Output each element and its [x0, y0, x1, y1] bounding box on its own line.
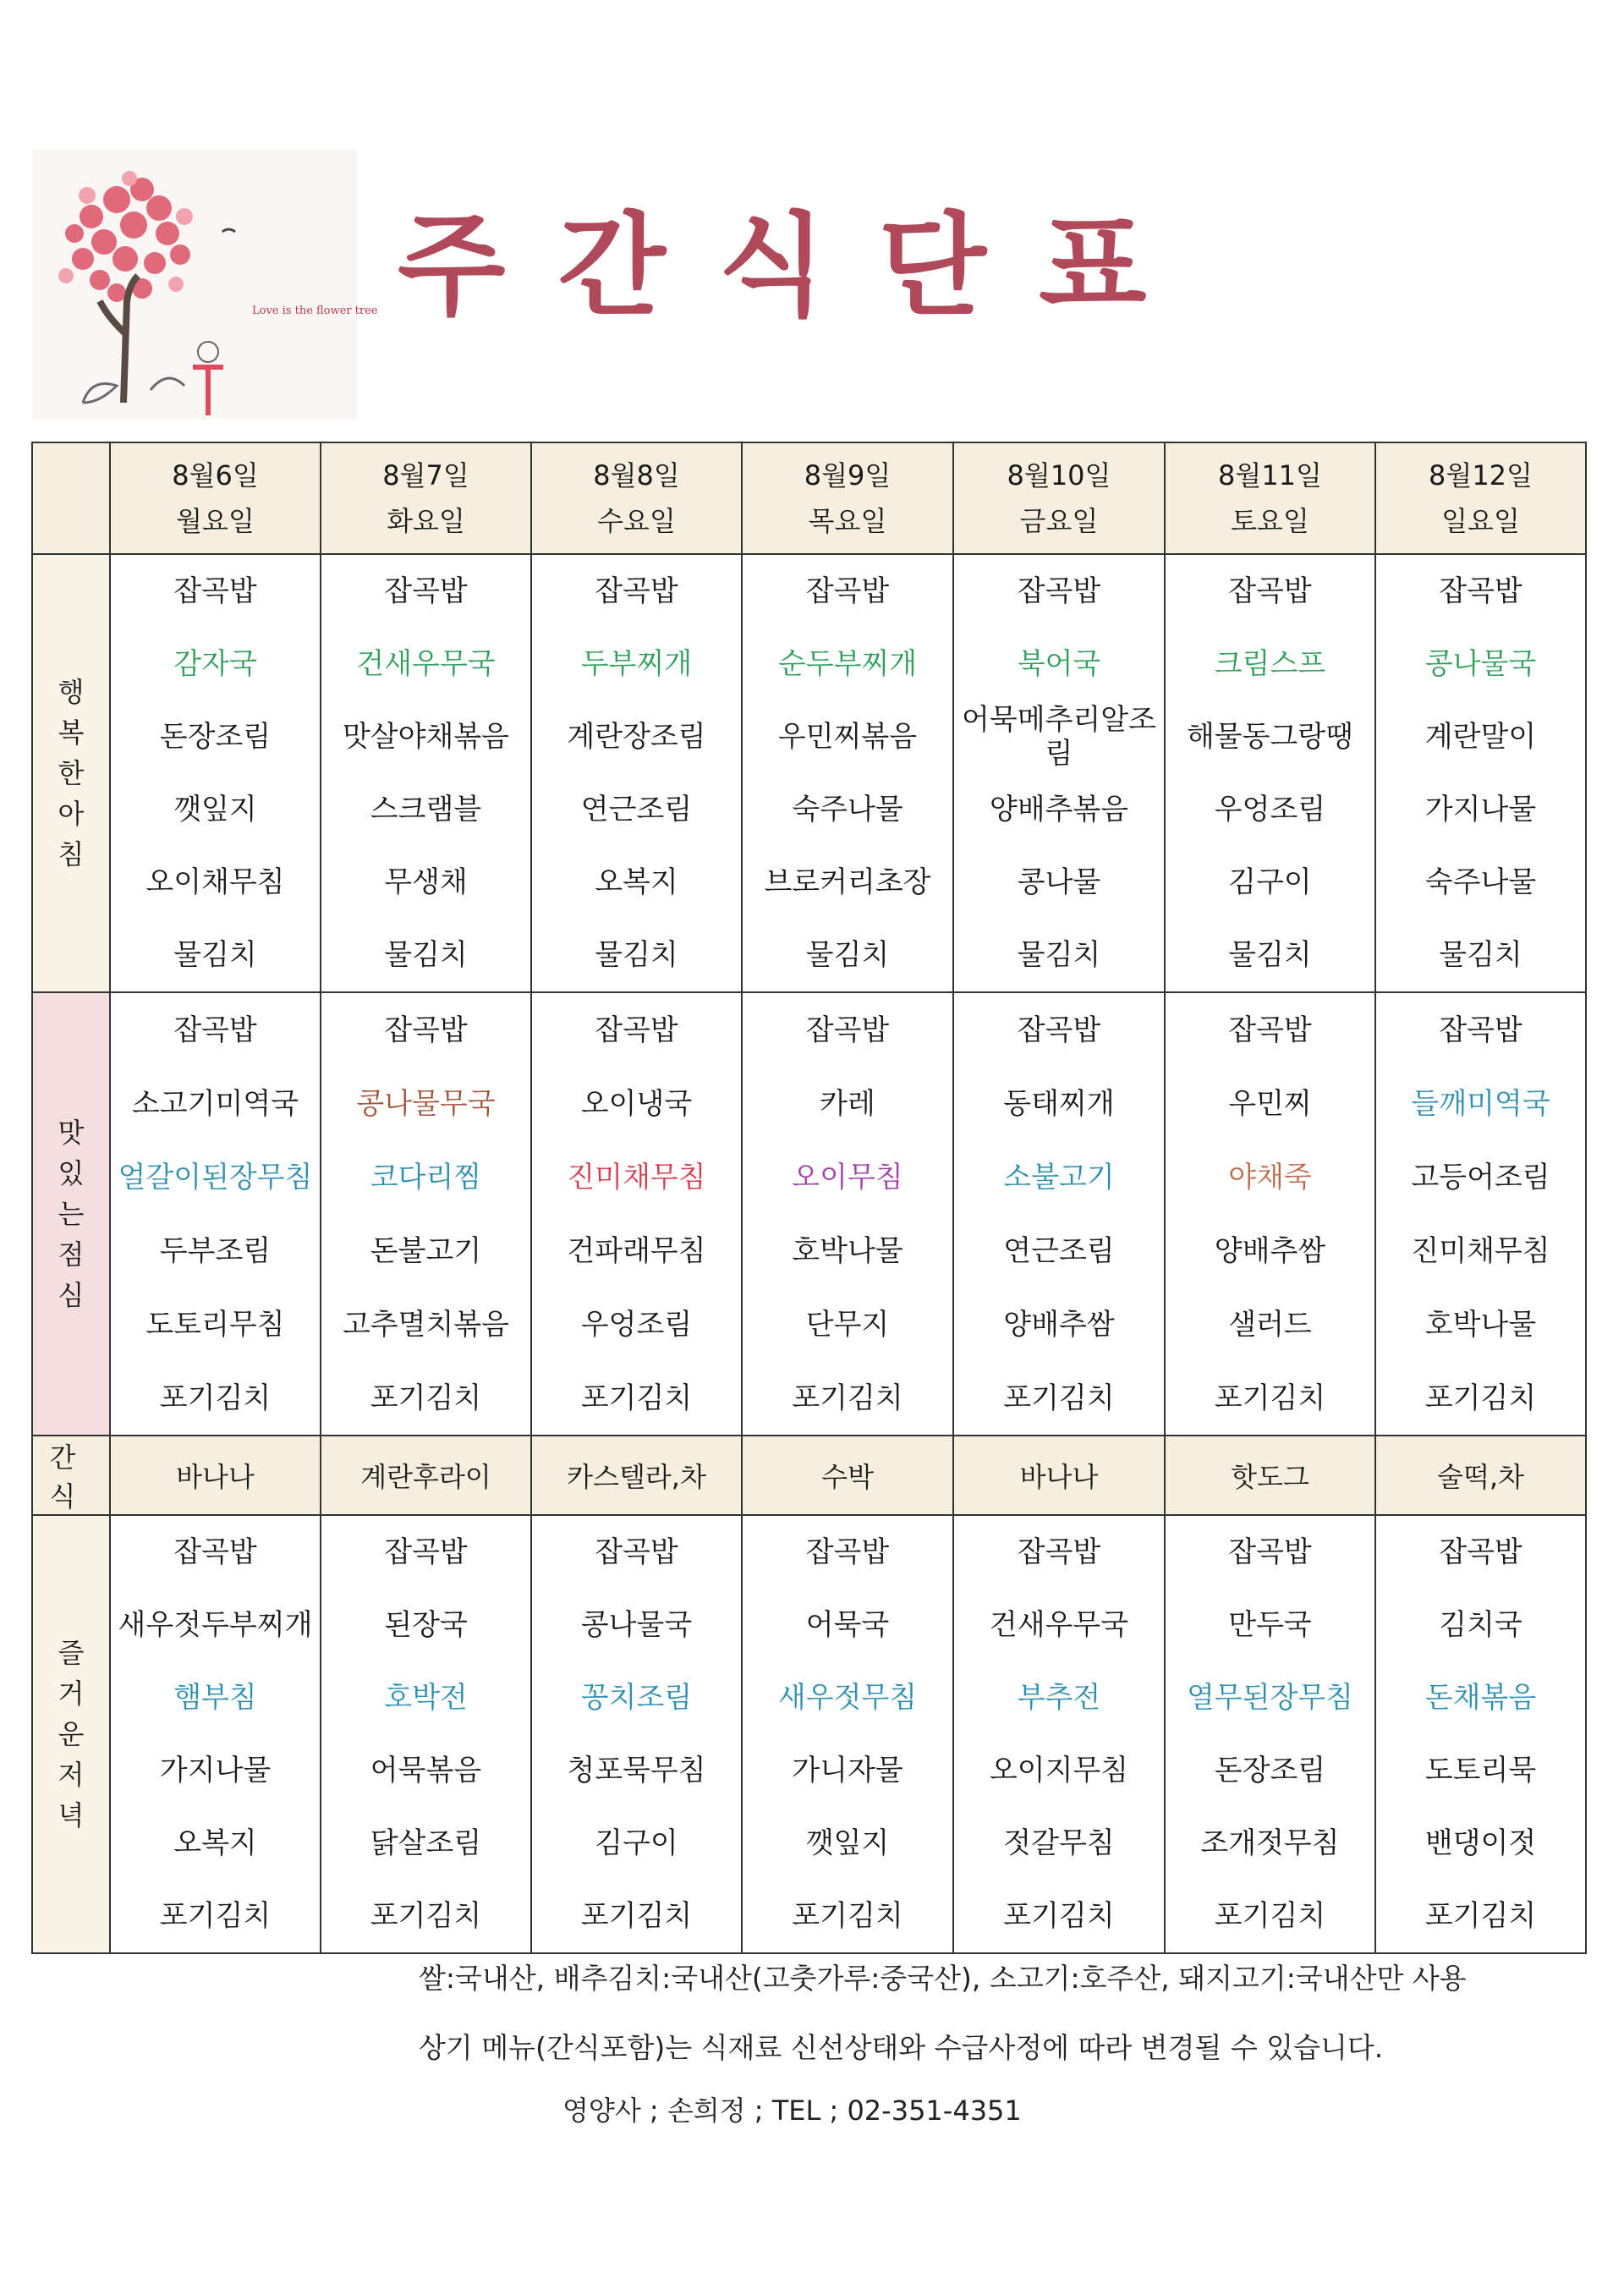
menu-item: 스크램블 — [370, 793, 482, 826]
snack-row — [32, 1436, 1586, 1515]
lunch-cell — [1165, 992, 1375, 1436]
menu-item: 숙주나물 — [1424, 865, 1537, 899]
menu-item: 오복지 — [595, 865, 678, 899]
menu-item: 물김치 — [384, 938, 468, 972]
lunch-cell — [110, 992, 321, 1436]
menu-item: 연근조림 — [580, 793, 693, 826]
menu-item: 오이무침 — [792, 1160, 903, 1194]
day-header — [110, 442, 321, 554]
dinner-cell — [531, 1515, 742, 1953]
weekly-menu-table — [31, 442, 1587, 1954]
tree-logo — [32, 149, 378, 420]
menu-item: 포기김치 — [580, 1381, 693, 1415]
weekday-label: 월요일 — [176, 505, 255, 537]
weekday-label: 화요일 — [387, 505, 465, 537]
menu-item: 어묵볶음 — [370, 1754, 482, 1787]
menu-item: 잡곡밥 — [1439, 1013, 1522, 1047]
menu-item: 밴댕이젓 — [1424, 1826, 1537, 1860]
breakfast-label: 행복한 아침 — [58, 676, 85, 870]
menu-item: 콩나물국 — [580, 1608, 693, 1642]
date-label: 8월7일 — [382, 459, 469, 491]
weekday-label: 수요일 — [597, 505, 676, 537]
menu-item: 동태찌개 — [1003, 1086, 1115, 1121]
menu-item: 숙주나물 — [792, 793, 903, 826]
menu-item: 해물동그랑땡 — [1186, 720, 1354, 754]
menu-item: 잡곡밥 — [173, 1535, 257, 1569]
snack-item: 핫도그 — [1165, 1436, 1375, 1515]
menu-item: 잡곡밥 — [595, 574, 678, 608]
menu-item: 만두국 — [1228, 1608, 1312, 1642]
menu-item: 코다리찜 — [370, 1160, 482, 1194]
breakfast-row — [32, 554, 1586, 992]
menu-item: 깻잎지 — [173, 793, 257, 826]
heart-tree-icon — [32, 149, 378, 420]
menu-item: 김치국 — [1439, 1608, 1522, 1642]
breakfast-cell — [1375, 554, 1586, 992]
menu-item: 소불고기 — [1003, 1160, 1115, 1194]
menu-item: 샐러드 — [1228, 1307, 1312, 1342]
menu-item: 호박나물 — [1424, 1307, 1537, 1342]
menu-item: 진미채무침 — [567, 1160, 706, 1194]
date-label: 8월11일 — [1218, 459, 1322, 491]
menu-item: 호박나물 — [792, 1233, 903, 1268]
menu-item: 두부조림 — [159, 1233, 272, 1268]
menu-item: 양배추쌈 — [1214, 1233, 1326, 1268]
menu-item: 포기김치 — [1424, 1899, 1537, 1933]
menu-item: 물김치 — [1017, 938, 1101, 972]
menu-item: 부추전 — [1017, 1681, 1101, 1715]
lunch-cell — [742, 992, 953, 1436]
lunch-cell — [953, 992, 1165, 1436]
menu-item: 열무된장무침 — [1186, 1681, 1354, 1715]
menu-item: 물김치 — [595, 938, 678, 972]
menu-item: 잡곡밥 — [384, 1535, 468, 1569]
header-corner — [32, 442, 110, 554]
dinner-cell — [321, 1515, 531, 1953]
menu-item: 콩나물무국 — [356, 1086, 496, 1121]
menu-item: 잡곡밥 — [384, 574, 468, 608]
menu-item: 양배추쌈 — [1003, 1307, 1115, 1342]
menu-item: 잡곡밥 — [1017, 1013, 1101, 1047]
menu-item: 우엉조림 — [1214, 793, 1326, 826]
menu-item: 포기김치 — [580, 1899, 693, 1933]
menu-item: 건파래무침 — [567, 1233, 706, 1268]
snack-item: 카스텔라,차 — [531, 1436, 742, 1515]
snack-item: 수박 — [742, 1436, 953, 1515]
menu-item: 우민찌볶음 — [777, 720, 918, 754]
date-label: 8월9일 — [804, 459, 892, 491]
menu-item: 얼갈이된장무침 — [118, 1160, 313, 1194]
menu-item: 된장국 — [384, 1608, 468, 1642]
breakfast-cell — [110, 554, 321, 992]
menu-item: 어묵메추리알조림 — [962, 703, 1156, 771]
menu-item: 오이냉국 — [580, 1086, 693, 1121]
menu-item: 단무지 — [805, 1307, 890, 1342]
menu-item: 도토리무침 — [145, 1307, 285, 1342]
origin-note: 쌀:국내산, 배추김치:국내산(고춧가루:중국산), 소고기:호주산, 돼지고기:국내산만 사용 — [419, 1962, 1467, 1995]
contact-info: 영양사 ; 손희정 ; TEL ; 02-351-4351 — [562, 2095, 1022, 2127]
breakfast-cell — [531, 554, 742, 992]
date-label: 8월6일 — [172, 459, 259, 491]
menu-item: 잡곡밥 — [805, 574, 890, 608]
menu-item: 포기김치 — [1424, 1381, 1537, 1415]
menu-item: 콩나물 — [1017, 865, 1101, 899]
menu-item: 들깨미역국 — [1411, 1086, 1550, 1121]
menu-item: 무생채 — [384, 865, 468, 899]
menu-item: 잡곡밥 — [805, 1013, 890, 1047]
menu-item: 계란장조림 — [567, 720, 706, 754]
menu-item: 가니자물 — [792, 1754, 903, 1787]
menu-item: 소고기미역국 — [131, 1086, 299, 1121]
date-label: 8월12일 — [1429, 459, 1533, 491]
menu-item: 돈장조림 — [1214, 1754, 1326, 1787]
menu-item: 조개젓무침 — [1200, 1826, 1340, 1860]
snack-item: 술떡,차 — [1375, 1436, 1586, 1515]
menu-item: 도토리묵 — [1424, 1754, 1537, 1787]
menu-item: 김구이 — [595, 1826, 678, 1860]
breakfast-cell — [953, 554, 1165, 992]
snack-item: 계란후라이 — [321, 1436, 531, 1515]
lunch-label-cell — [32, 992, 110, 1436]
date-label: 8월10일 — [1007, 459, 1111, 491]
menu-item: 건새우무국 — [989, 1608, 1129, 1642]
dinner-cell — [953, 1515, 1165, 1953]
dinner-cell — [742, 1515, 953, 1953]
menu-item: 포기김치 — [1214, 1899, 1326, 1933]
day-header — [742, 442, 953, 554]
menu-item: 건새우무국 — [356, 647, 496, 681]
dinner-cell — [110, 1515, 321, 1953]
menu-item: 야채죽 — [1228, 1160, 1312, 1194]
page-title: 주간식단표 — [398, 201, 1199, 332]
menu-item: 잡곡밥 — [595, 1535, 678, 1569]
menu-item: 잡곡밥 — [1228, 574, 1312, 608]
menu-item: 잡곡밥 — [805, 1535, 890, 1569]
menu-item: 젓갈무침 — [1003, 1826, 1115, 1860]
menu-item: 잡곡밥 — [1017, 1535, 1101, 1569]
menu-item: 양배추볶음 — [989, 793, 1129, 826]
menu-item: 잡곡밥 — [1439, 574, 1522, 608]
menu-item: 잡곡밥 — [384, 1013, 468, 1047]
menu-item: 우민찌 — [1228, 1086, 1312, 1121]
menu-item: 포기김치 — [159, 1381, 272, 1415]
menu-item: 잡곡밥 — [1017, 574, 1101, 608]
snack-item: 바나나 — [110, 1436, 321, 1515]
snack-label-cell — [32, 1436, 110, 1515]
menu-item: 김구이 — [1228, 865, 1312, 899]
menu-item: 포기김치 — [1214, 1381, 1326, 1415]
menu-item: 어묵국 — [805, 1608, 890, 1642]
change-notice: 상기 메뉴(간식포함)는 식재료 신선상태와 수급사정에 따라 변경될 수 있습니다. — [419, 2031, 1384, 2064]
menu-item: 돈채볶음 — [1424, 1681, 1537, 1715]
menu-item: 콩나물국 — [1424, 647, 1537, 681]
weekday-label: 토요일 — [1231, 505, 1309, 537]
menu-item: 잡곡밥 — [1439, 1535, 1522, 1569]
menu-item: 깻잎지 — [805, 1826, 890, 1860]
snack-item: 바나나 — [953, 1436, 1165, 1515]
breakfast-cell — [321, 554, 531, 992]
day-header — [1375, 442, 1586, 554]
menu-item: 포기김치 — [370, 1381, 482, 1415]
menu-item: 크림스프 — [1214, 647, 1326, 681]
menu-item: 잡곡밥 — [595, 1013, 678, 1047]
menu-item: 새우젓두부찌개 — [118, 1608, 313, 1642]
menu-item: 잡곡밥 — [173, 1013, 257, 1047]
menu-item: 브로커리초장 — [764, 865, 931, 899]
menu-item: 햄부침 — [173, 1681, 257, 1715]
menu-item: 새우젓무침 — [777, 1681, 918, 1715]
lunch-label: 맛있는 점심 — [58, 1117, 85, 1311]
date-label: 8월8일 — [593, 459, 680, 491]
snack-label: 간 식 — [49, 1441, 93, 1513]
menu-item: 포기김치 — [792, 1381, 903, 1415]
dinner-cell — [1375, 1515, 1586, 1953]
date-header-row — [32, 442, 1586, 554]
menu-item: 가지나물 — [159, 1754, 272, 1787]
menu-item: 순두부찌개 — [777, 647, 918, 681]
menu-item: 오복지 — [173, 1826, 257, 1860]
menu-item: 포기김치 — [792, 1899, 903, 1933]
menu-item: 오이지무침 — [989, 1754, 1129, 1787]
menu-item: 포기김치 — [1003, 1381, 1115, 1415]
menu-item: 닭살조림 — [370, 1826, 482, 1860]
breakfast-label-cell — [32, 554, 110, 992]
menu-item: 청포묵무침 — [567, 1754, 706, 1787]
menu-item: 물김치 — [1228, 938, 1312, 972]
logo-text: Love is the flower tree — [252, 305, 378, 317]
menu-item: 진미채무침 — [1411, 1233, 1550, 1268]
breakfast-cell — [1165, 554, 1375, 992]
menu-item: 호박전 — [384, 1681, 468, 1715]
weekday-label: 일요일 — [1441, 505, 1520, 537]
menu-item: 물김치 — [173, 938, 257, 972]
menu-item: 돈장조림 — [159, 720, 272, 754]
weekday-label: 금요일 — [1019, 505, 1099, 537]
lunch-cell — [1375, 992, 1586, 1436]
lunch-cell — [321, 992, 531, 1436]
dinner-label: 즐거운 저녁 — [58, 1637, 85, 1831]
breakfast-cell — [742, 554, 953, 992]
dinner-label-cell — [32, 1515, 110, 1953]
menu-item: 물김치 — [805, 938, 890, 972]
menu-item: 고추멸치볶음 — [342, 1307, 510, 1342]
menu-item: 잡곡밥 — [173, 574, 257, 608]
day-header — [321, 442, 531, 554]
menu-item: 감자국 — [173, 647, 257, 681]
menu-item: 꽁치조림 — [580, 1681, 693, 1715]
menu-item: 잡곡밥 — [1228, 1535, 1312, 1569]
menu-item: 돈불고기 — [370, 1233, 482, 1268]
menu-item: 고등어조림 — [1411, 1160, 1550, 1194]
menu-item: 계란말이 — [1424, 720, 1537, 754]
dinner-cell — [1165, 1515, 1375, 1953]
lunch-row — [32, 992, 1586, 1436]
lunch-cell — [531, 992, 742, 1436]
menu-item: 연근조림 — [1003, 1233, 1115, 1268]
menu-item: 물김치 — [1439, 938, 1522, 972]
menu-item: 포기김치 — [370, 1899, 482, 1933]
day-header — [953, 442, 1165, 554]
menu-item: 카레 — [820, 1086, 875, 1121]
day-header — [531, 442, 742, 554]
menu-item: 잡곡밥 — [1228, 1013, 1312, 1047]
weekday-label: 목요일 — [808, 505, 887, 537]
menu-item: 맛살야채볶음 — [342, 720, 510, 754]
menu-item: 두부찌개 — [580, 647, 693, 681]
day-header — [1165, 442, 1375, 554]
menu-item: 우엉조림 — [580, 1307, 693, 1342]
menu-item: 포기김치 — [159, 1899, 272, 1933]
menu-item: 오이채무침 — [145, 865, 285, 899]
menu-item: 포기김치 — [1003, 1899, 1115, 1933]
dinner-row — [32, 1515, 1586, 1953]
menu-item: 가지나물 — [1424, 793, 1537, 826]
menu-item: 북어국 — [1017, 647, 1101, 681]
